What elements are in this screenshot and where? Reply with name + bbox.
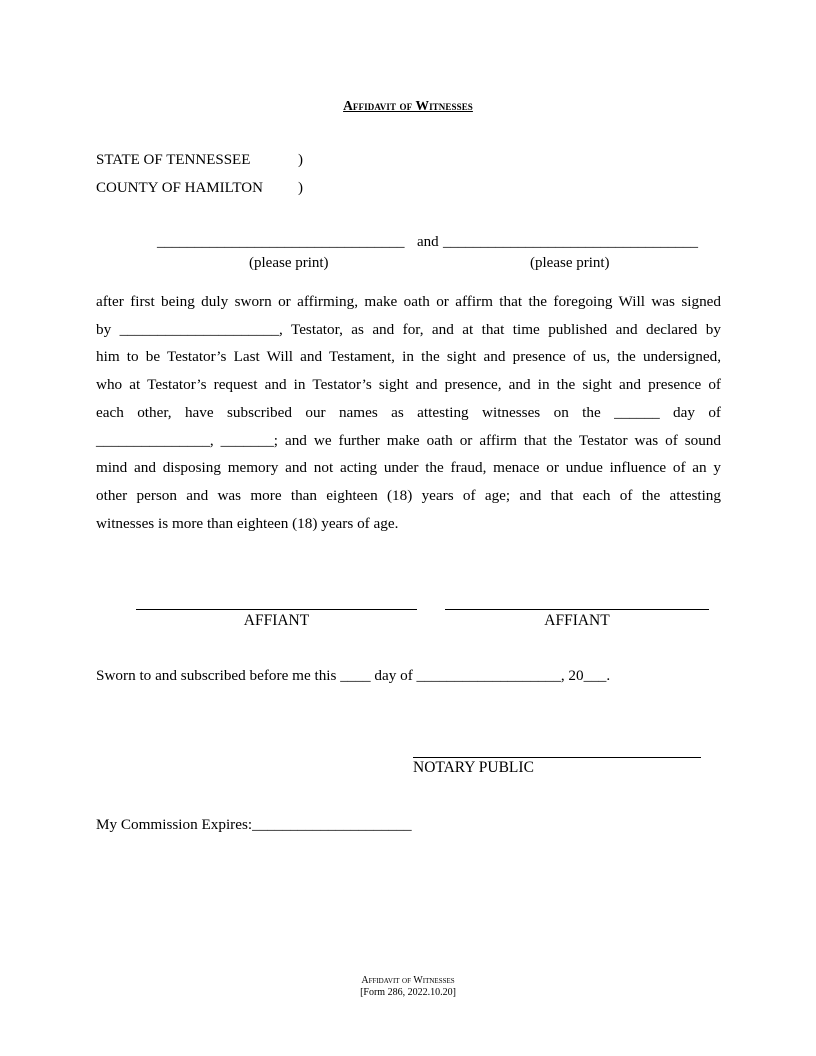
witness-name-blank-right[interactable]: __________________________________ bbox=[443, 234, 698, 250]
venue-county-paren: ) bbox=[298, 180, 303, 196]
witness-name-and: and bbox=[417, 234, 439, 250]
venue-county: COUNTY OF HAMILTON bbox=[96, 180, 263, 196]
commission-expires: My Commission Expires:_____________________ bbox=[96, 816, 412, 833]
body-line: _______________, _______; and we further make oath or affirm that the Testator was of sound bbox=[96, 431, 721, 449]
notary-label: NOTARY PUBLIC bbox=[413, 759, 534, 776]
affidavit-body bbox=[96, 288, 721, 537]
footer-form-number: [Form 286, 2022.10.20] bbox=[360, 987, 456, 998]
body-line: him to be Testator’s Last Will and Testament, in the sight and presence of us, the undersigned, bbox=[96, 348, 721, 366]
body-line: who at Testator’s request and in Testator’s sight and presence, and in the sight and presence of bbox=[96, 376, 721, 394]
document-title: Affidavit of Witnesses bbox=[343, 98, 473, 113]
body-line: other person and was more than eighteen (18) years of age; and that each of the attesting bbox=[96, 486, 721, 504]
witness-print-label-left: (please print) bbox=[249, 255, 329, 271]
footer-title-text: Affidavit of Witnesses bbox=[361, 975, 455, 986]
affiant-label-left: AFFIANT bbox=[243, 612, 310, 629]
venue-state: STATE OF TENNESSEE bbox=[96, 152, 251, 168]
affiant-signature-line-right[interactable] bbox=[445, 609, 709, 610]
witness-name-blank-left[interactable]: _________________________________ bbox=[157, 234, 405, 250]
affiant-signature-line-left[interactable] bbox=[136, 609, 417, 610]
body-line: by _____________________, Testator, as and for, and at that time published and declared by bbox=[96, 320, 721, 338]
venue-state-paren: ) bbox=[298, 152, 303, 168]
body-line: mind and disposing memory and not acting under the fraud, menace or undue influence of an y bbox=[96, 459, 721, 477]
body-line: witnesses is more than eighteen (18) years of age. bbox=[96, 514, 399, 532]
witness-print-label-right: (please print) bbox=[530, 255, 610, 271]
notary-signature-line[interactable] bbox=[413, 757, 701, 758]
body-line: each other, have subscribed our names as attesting witnesses on the ______ day of bbox=[96, 403, 721, 421]
sworn-statement: Sworn to and subscribed before me this ____ day of ___________________, 20___. bbox=[96, 667, 611, 684]
body-line: after first being duly sworn or affirming, make oath or affirm that the foregoing Will was signed bbox=[96, 293, 721, 310]
affiant-label-right: AFFIANT bbox=[544, 612, 610, 629]
footer-title bbox=[0, 975, 816, 987]
